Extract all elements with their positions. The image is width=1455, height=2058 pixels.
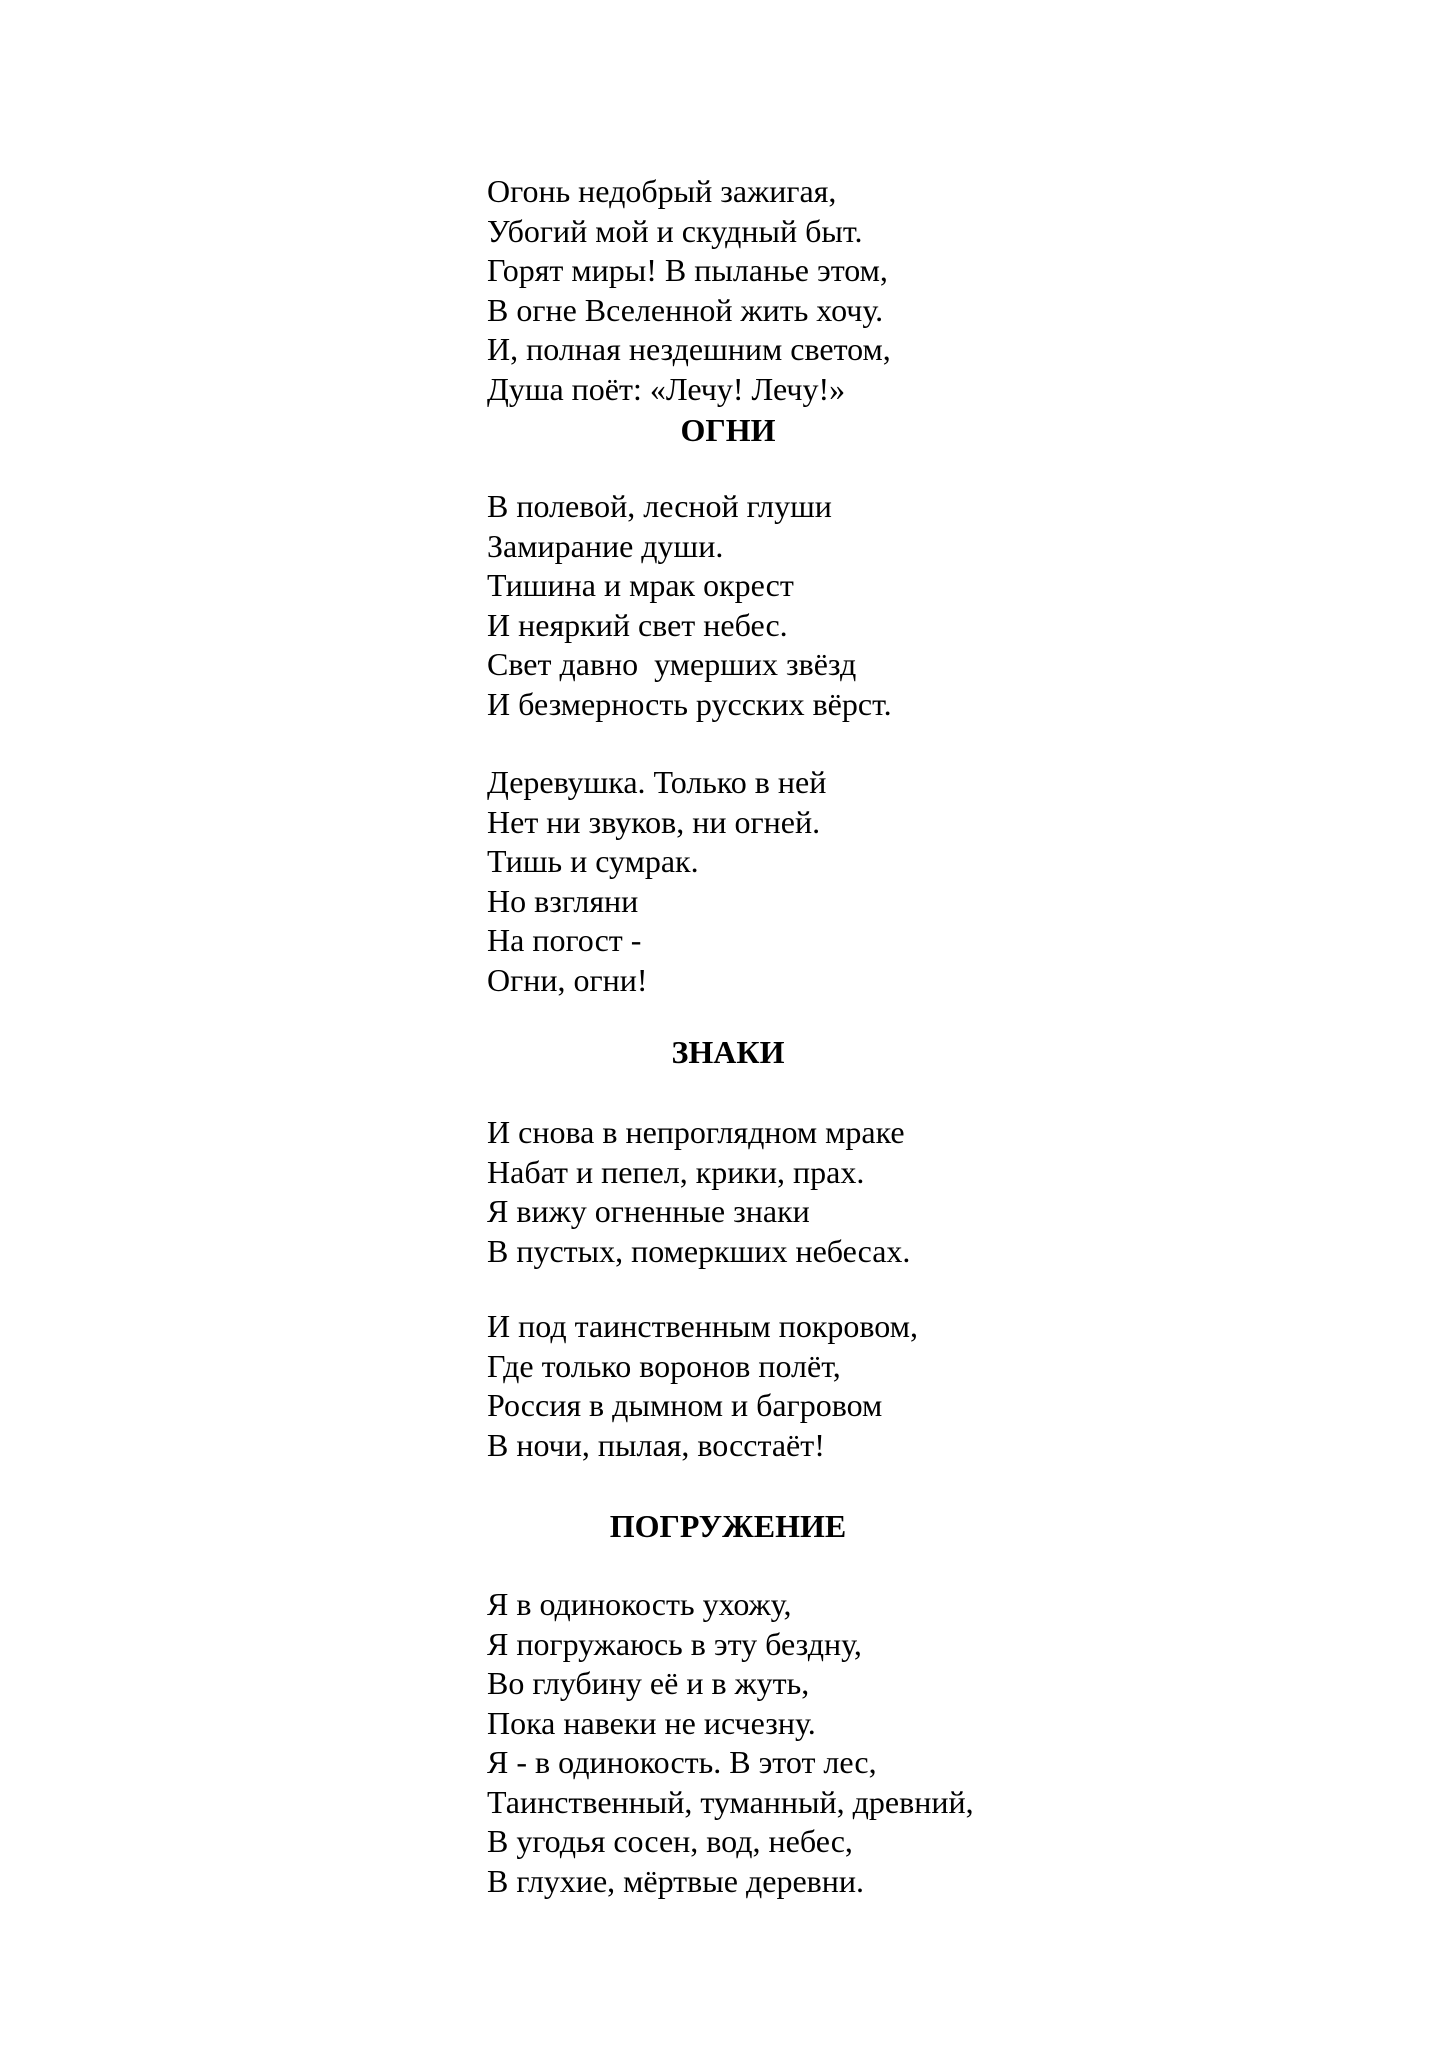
poem-line: На погост - xyxy=(487,922,642,958)
poem-line: Где только воронов полёт, xyxy=(487,1347,841,1384)
poem-line: В ночи, пылая, восстаёт! xyxy=(487,1426,825,1463)
poem-title-znaki: ЗНАКИ xyxy=(671,1034,785,1070)
poem-line: И безмерность русских вёрст. xyxy=(487,685,892,722)
poem-line: Я - в одинокость. В этот лес, xyxy=(487,1744,877,1780)
poem-line: Но взгляни xyxy=(487,882,639,919)
poem-znaki-stanza-2 xyxy=(487,1307,918,1465)
poem-title-ogni: ОГНИ xyxy=(680,412,776,448)
poem-line: Я погружаюсь в эту бездну, xyxy=(487,1625,862,1662)
poem-line: Во глубину её и в жуть, xyxy=(487,1665,810,1701)
poem-line: В огне Вселенной жить хочу. xyxy=(487,291,884,328)
poem-ogni-stanza-2 xyxy=(487,763,826,1000)
poem-line: Нет ни звуков, ни огней. xyxy=(487,803,821,840)
poem-line: Тишина и мрак окрест xyxy=(487,567,794,603)
poem-line: Замирание души. xyxy=(487,527,724,564)
poem-line: Горят миры! В пыланье этом, xyxy=(487,252,888,288)
poem-line: Свет давно умерших звёзд xyxy=(487,646,857,682)
poem-line: Таинственный, туманный, древний, xyxy=(487,1783,974,1820)
poem-line: Деревушка. Только в ней xyxy=(487,764,827,800)
poem-line: В угодья сосен, вод, небес, xyxy=(487,1823,853,1859)
poem-title-pogruzhenie: ПОГРУЖЕНИЕ xyxy=(609,1508,847,1544)
poem-line: Огни, огни! xyxy=(487,961,648,998)
poem-line: В глухие, мёртвые деревни. xyxy=(487,1862,865,1899)
poem-line: И, полная нездешним светом, xyxy=(487,331,891,367)
poem-line: И неяркий свет небес. xyxy=(487,606,788,643)
poem-line: В полевой, лесной глуши xyxy=(487,488,832,524)
poem-line: И снова в непроглядном мраке xyxy=(487,1114,905,1150)
poem-znaki-stanza-1 xyxy=(487,1113,910,1271)
poem-line: Тишь и сумрак. xyxy=(487,843,699,879)
poem-line: Пока навеки не исчезну. xyxy=(487,1704,816,1741)
poem-line: Я в одинокость ухожу, xyxy=(487,1586,792,1622)
poem-line: Огонь недобрый зажигая, xyxy=(487,173,837,209)
poem-line: В пустых, померкших небесах. xyxy=(487,1232,911,1269)
poem-line: Набат и пепел, крики, прах. xyxy=(487,1153,865,1190)
poem-pogruzhenie-stanza-1 xyxy=(487,1585,974,1901)
poem-line: Я вижу огненные знаки xyxy=(487,1193,810,1229)
poem-line: Убогий мой и скудный быт. xyxy=(487,212,863,249)
poem-fragment-stanza xyxy=(487,172,891,409)
poem-line: Душа поёт: «Лечу! Лечу!» xyxy=(487,370,846,407)
poem-line: Россия в дымном и багровом xyxy=(487,1387,883,1423)
poem-ogni-stanza-1 xyxy=(487,487,892,724)
poem-line: И под таинственным покровом, xyxy=(487,1308,918,1344)
